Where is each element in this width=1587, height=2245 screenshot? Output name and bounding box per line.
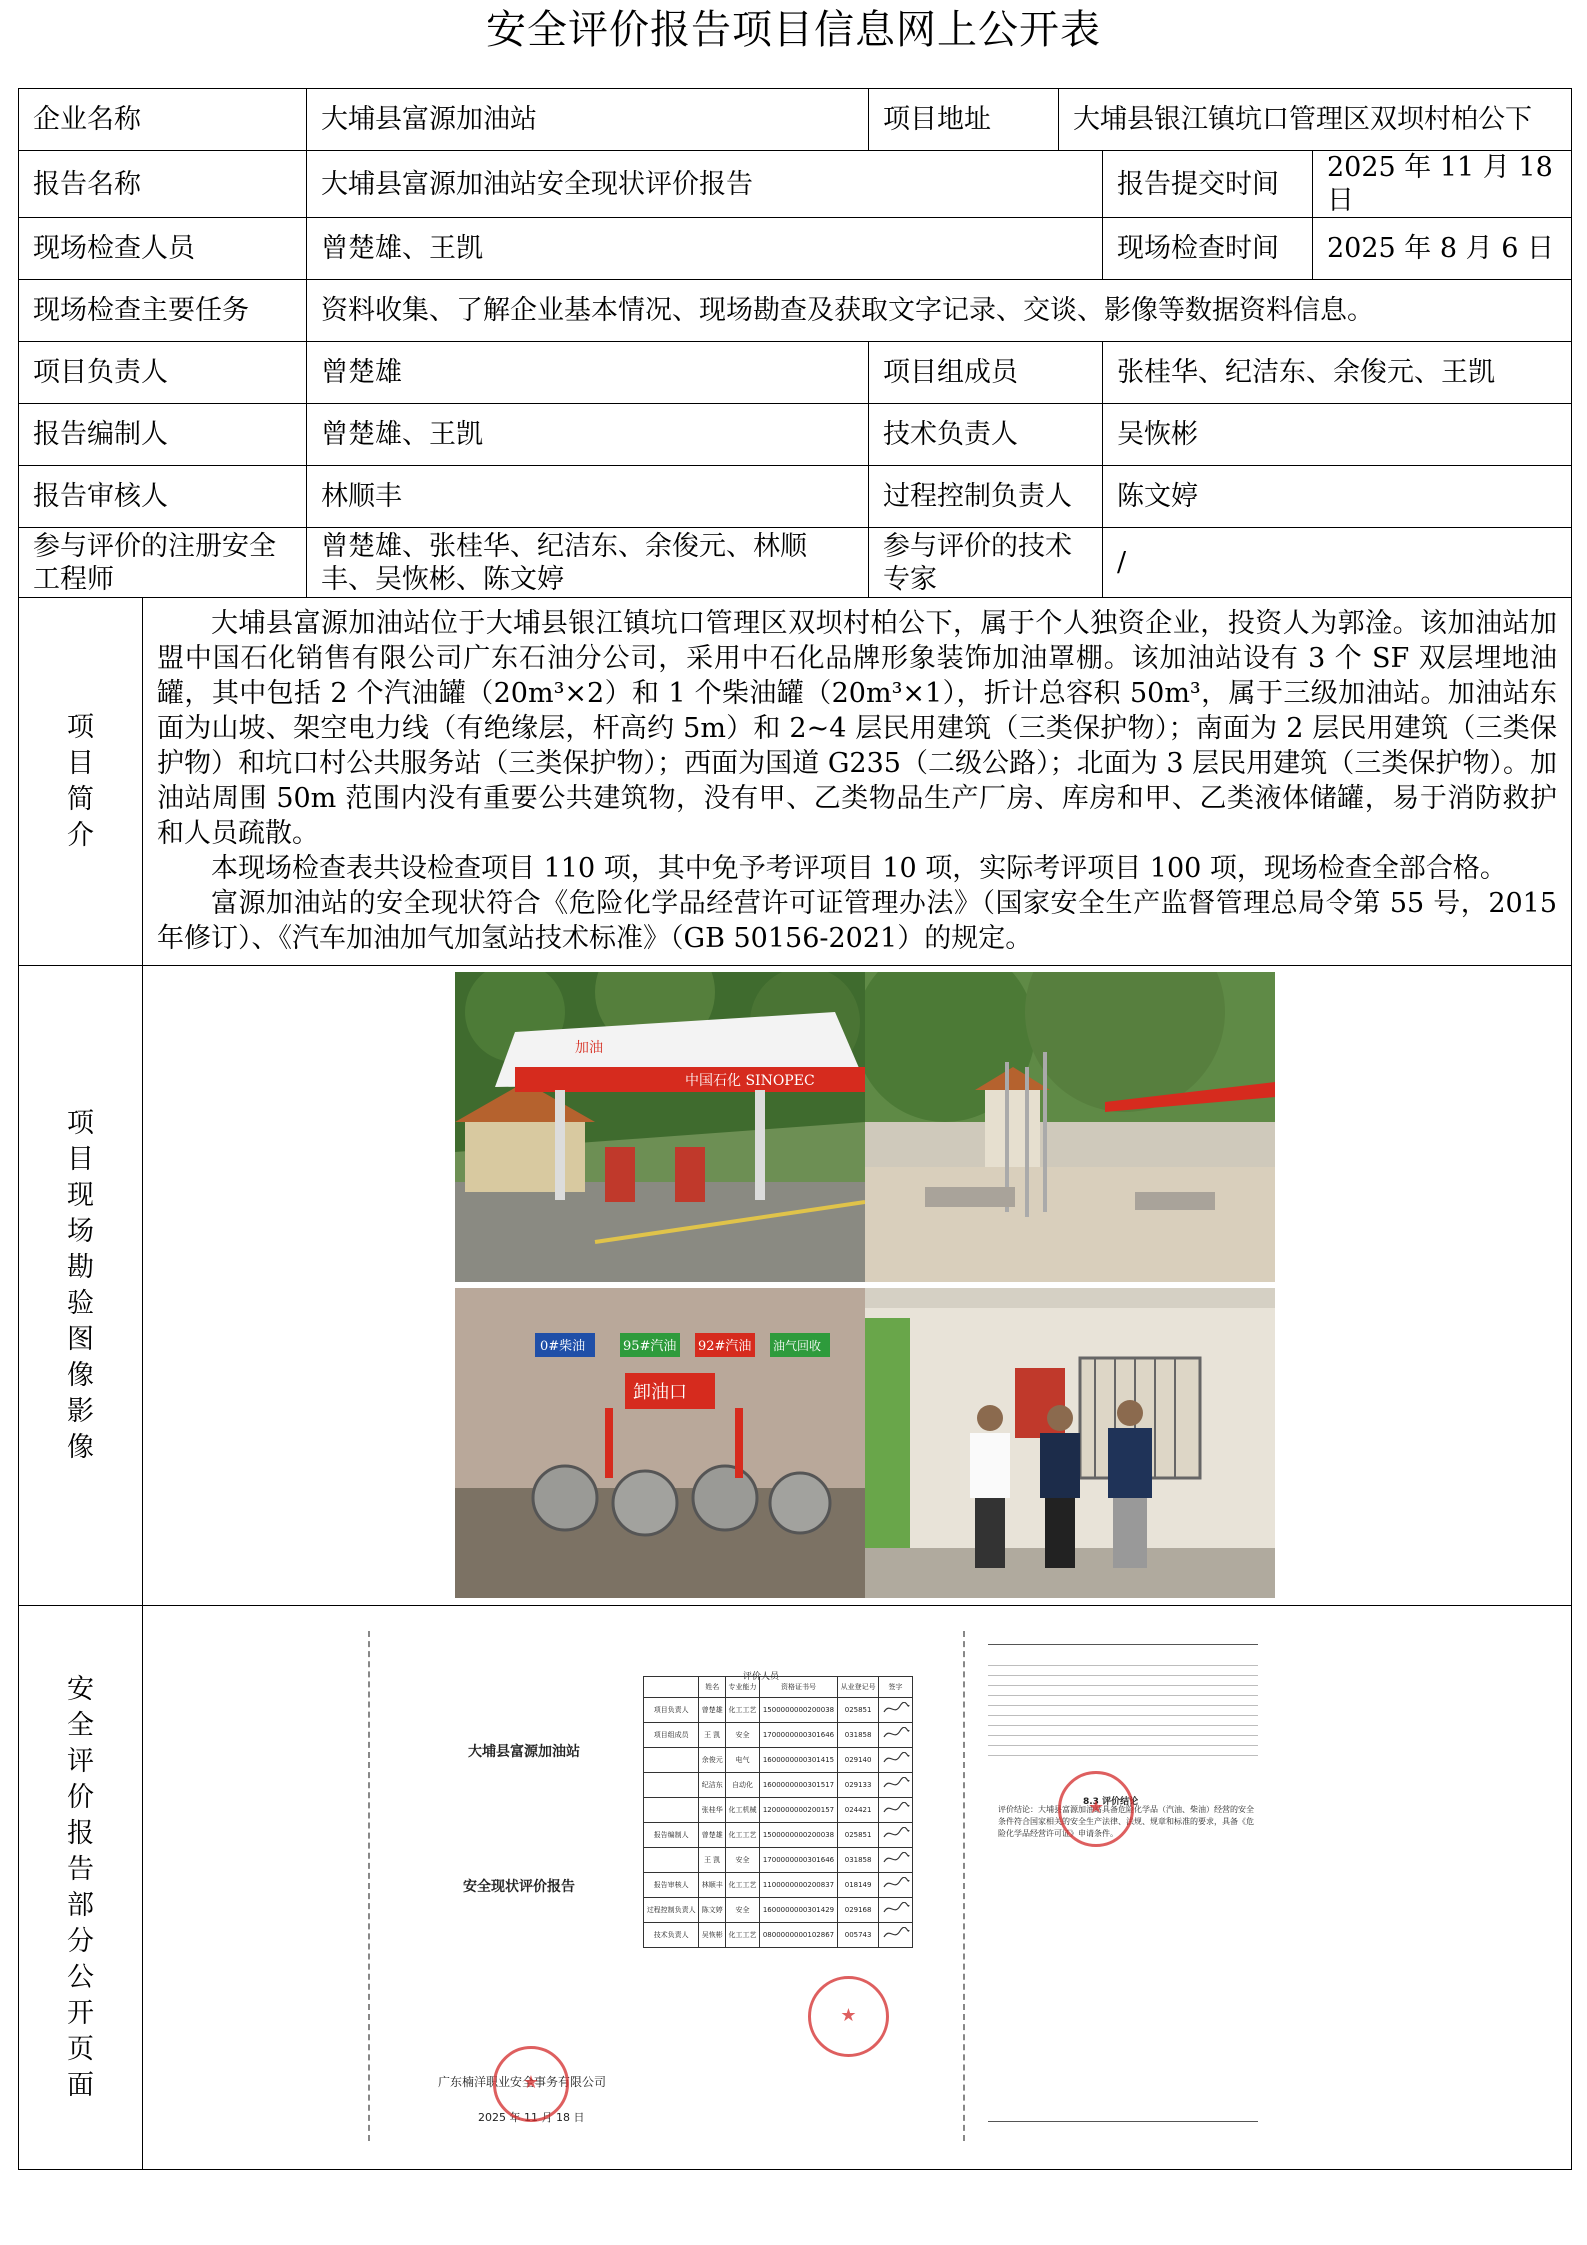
table-cell: 曾楚雄 <box>699 1698 726 1723</box>
signature-cell <box>879 1748 913 1773</box>
intro-paragraph-1: 大埔县富源加油站位于大埔县银江镇坑口管理区双坝村柏公下，属于个人独资企业，投资人为郭淦。该加油站加盟中国石化销售有限公司广东石油分公司，采用中石化品牌形象装饰加油罩棚。该加油站设有 3 个 SF 双层埋地油罐，其中包括 2 个汽油罐（20m³×2）和 1 个柴油罐（20m³×1），折计总容积 50m³，属于三级加油站。加油站东面为山坡、架空电力线（有绝缘层，杆高约 5m）和 2~4 层民用建筑（三类保护物）；南面为 2 层民用建筑（三类保护物）和坑口村公共服务站（三类保护物）；西面为国道 G235（二级公路）；北面为 3 层民用建筑（三类保护物）。加油站周围 50m 范围内没有重要公共建筑物，没有甲、乙类物品生产厂房、库房和甲、乙类液体储罐，易于消防救护和人员疏散。 <box>157 608 1558 849</box>
table-row <box>644 1723 913 1748</box>
signature-icon <box>882 1902 910 1916</box>
tech-label: 技术负责人 <box>869 404 1103 466</box>
report-label-cell <box>19 1606 143 2170</box>
company-seal-icon <box>808 1976 889 2057</box>
table-row <box>19 218 1572 280</box>
table-cell: 029168 <box>838 1898 879 1923</box>
signature-icon <box>882 1752 910 1766</box>
report-personnel-page <box>633 1626 933 2146</box>
signature-icon <box>882 1727 910 1741</box>
table-cell: 1600000000301415 <box>759 1748 837 1773</box>
members-value: 张桂华、纪洁东、余俊元、王凯 <box>1103 342 1572 404</box>
table-row <box>19 404 1572 466</box>
table-row <box>644 1698 913 1723</box>
table-cell: 1200000000200157 <box>759 1798 837 1823</box>
signature-icon <box>882 1827 910 1841</box>
table-cell: 王 凯 <box>699 1848 726 1873</box>
intro-paragraph-2: 本现场检查表共设检查项目 110 项，其中免予考评项目 10 项，实际考评项目 100 项，现场检查全部合格。 <box>211 853 1507 884</box>
signature-cell <box>879 1898 913 1923</box>
personnel-table <box>643 1676 913 1948</box>
table-cell: 化工工艺 <box>726 1823 760 1848</box>
table-cell: 报告编制人 <box>644 1823 699 1848</box>
footer-rule <box>988 2121 1258 2122</box>
signature-icon <box>882 1802 910 1816</box>
tech-value: 吴恢彬 <box>1103 404 1572 466</box>
editor-value: 曾楚雄、王凯 <box>307 404 869 466</box>
signature-cell <box>879 1823 913 1848</box>
experts-label: 参与评价的技术专家 <box>869 528 1103 598</box>
table-cell: 1700000000301646 <box>759 1848 837 1873</box>
signature-icon <box>882 1702 910 1716</box>
table-cell: 化工工艺 <box>726 1873 760 1898</box>
sign-unload: 卸油口 <box>633 1382 687 1403</box>
table-cell: 安全 <box>726 1898 760 1923</box>
photo-inspectors <box>865 1288 1275 1598</box>
table-cell <box>644 1748 699 1773</box>
table-cell: 1600000000301429 <box>759 1898 837 1923</box>
table-header-cell: 专业能力 <box>726 1677 760 1698</box>
photos-cell <box>143 966 1572 1606</box>
table-cell <box>644 1773 699 1798</box>
engineers-label: 参与评价的注册安全工程师 <box>19 528 307 598</box>
sign-vapor: 油气回收 <box>773 1339 822 1353</box>
intro-text <box>143 598 1572 966</box>
personnel-table-title: 评价人员 <box>743 1672 780 1682</box>
table-cell: 余俊元 <box>699 1748 726 1773</box>
signature-cell <box>879 1723 913 1748</box>
report-pages <box>143 1606 1571 2169</box>
sign-92: 92#汽油 <box>698 1339 752 1354</box>
table-cell: 自动化 <box>726 1773 760 1798</box>
binding-line <box>368 1631 370 2141</box>
table-cell: 项目负责人 <box>644 1698 699 1723</box>
submit-value: 2025 年 11 月 18 日 <box>1313 151 1572 218</box>
company-label: 企业名称 <box>19 89 307 151</box>
table-cell: 曾楚雄 <box>699 1823 726 1848</box>
photo-tank-area <box>865 972 1275 1282</box>
table-cell: 安全 <box>726 1848 760 1873</box>
signature-icon <box>882 1852 910 1866</box>
table-row <box>644 1923 913 1948</box>
table-cell: 018149 <box>838 1873 879 1898</box>
members-label: 项目组成员 <box>869 342 1103 404</box>
table-row <box>644 1798 913 1823</box>
engineers-value: 曾楚雄、张桂华、纪洁东、余俊元、林顺丰、吴恢彬、陈文婷 <box>307 528 869 598</box>
table-cell: 张桂华 <box>699 1798 726 1823</box>
conclusion-heading: 8.3 评价结论 <box>1083 1797 1139 1807</box>
binding-line <box>963 1631 965 2141</box>
table-cell: 陈文婷 <box>699 1898 726 1923</box>
inspectors-label: 现场检查人员 <box>19 218 307 280</box>
signature-icon <box>882 1877 910 1891</box>
personnel-table-body <box>644 1677 913 1948</box>
table-header-cell <box>644 1677 699 1698</box>
table-cell: 电气 <box>726 1748 760 1773</box>
process-label: 过程控制负责人 <box>869 466 1103 528</box>
table-row <box>19 89 1572 151</box>
body-text-lines <box>988 1656 1258 1756</box>
intro-label-cell <box>19 598 143 966</box>
photo-grid <box>143 966 1571 1605</box>
table-cell: 纪洁东 <box>699 1773 726 1798</box>
table-cell: 025851 <box>838 1823 879 1848</box>
table-cell: 031858 <box>838 1848 879 1873</box>
canopy-text-1: 中国石化 SINOPEC <box>685 1073 815 1089</box>
table-cell: 过程控制负责人 <box>644 1898 699 1923</box>
signature-cell <box>879 1773 913 1798</box>
conclusion-text: 评价结论：大埔县富源加油站具备危险化学品（汽油、柴油）经营的安全条件符合国家相关的安全生产法律、法规、规章和标准的要求，具备《危险化学品经营许可证》申请条件。 <box>998 1805 1254 1838</box>
table-cell: 029140 <box>838 1748 879 1773</box>
cover-subtitle: 安全现状评价报告 <box>463 1879 575 1895</box>
table-cell: 项目组成员 <box>644 1723 699 1748</box>
report-value: 大埔县富源加油站安全现状评价报告 <box>307 151 1103 218</box>
intro-label: 项目简介 <box>67 711 94 851</box>
table-cell: 安全 <box>726 1723 760 1748</box>
table-cell: 1500000000200038 <box>759 1698 837 1723</box>
signature-cell <box>879 1848 913 1873</box>
table-row <box>644 1873 913 1898</box>
header-rule <box>988 1644 1258 1645</box>
table-cell <box>644 1798 699 1823</box>
table-cell: 1700000000301646 <box>759 1723 837 1748</box>
table-cell: 王 凯 <box>699 1723 726 1748</box>
table-cell: 1600000000301517 <box>759 1773 837 1798</box>
table-row <box>19 342 1572 404</box>
signature-cell <box>879 1923 913 1948</box>
report-label: 报告名称 <box>19 151 307 218</box>
inspect-time-value: 2025 年 8 月 6 日 <box>1313 218 1572 280</box>
leader-value: 曾楚雄 <box>307 342 869 404</box>
signature-icon <box>882 1927 910 1941</box>
table-cell: 技术负责人 <box>644 1923 699 1948</box>
table-row <box>644 1748 913 1773</box>
sign-95: 95#汽油 <box>623 1339 677 1354</box>
table-cell: 林顺丰 <box>699 1873 726 1898</box>
table-row <box>19 466 1572 528</box>
table-cell: 1500000000200038 <box>759 1823 837 1848</box>
submit-label: 报告提交时间 <box>1103 151 1313 218</box>
reviewer-label: 报告审核人 <box>19 466 307 528</box>
table-cell: 031858 <box>838 1723 879 1748</box>
table-header-cell: 资格证书号 <box>759 1677 837 1698</box>
table-cell: 025851 <box>838 1698 879 1723</box>
intro-row <box>19 598 1572 966</box>
cover-org: 广东楠洋职业安全事务有限公司 <box>438 2075 607 2089</box>
table-cell: 029133 <box>838 1773 879 1798</box>
table-header-row <box>644 1677 913 1698</box>
table-row <box>644 1898 913 1923</box>
table-cell: 化工工艺 <box>726 1698 760 1723</box>
table-cell: 005743 <box>838 1923 879 1948</box>
table-cell: 024421 <box>838 1798 879 1823</box>
company-seal-icon <box>493 2046 569 2122</box>
report-conclusion-page <box>963 1626 1273 2146</box>
table-cell: 化工工艺 <box>726 1923 760 1948</box>
address-value: 大埔县银江镇坑口管理区双坝村柏公下 <box>1059 89 1572 151</box>
company-seal-icon <box>1058 1771 1134 1847</box>
signature-cell <box>879 1873 913 1898</box>
inspectors-value: 曾楚雄、王凯 <box>307 218 1103 280</box>
inspect-time-label: 现场检查时间 <box>1103 218 1313 280</box>
photos-label-cell <box>19 966 143 1606</box>
table-header-cell: 签字 <box>879 1677 913 1698</box>
table-header-cell: 从业登记号 <box>838 1677 879 1698</box>
cover-title: 大埔县富源加油站 <box>468 1744 580 1760</box>
table-cell: 1100000000200837 <box>759 1873 837 1898</box>
task-label: 现场检查主要任务 <box>19 280 307 342</box>
task-value: 资料收集、了解企业基本情况、现场勘查及获取文字记录、交谈、影像等数据资料信息。 <box>307 280 1572 342</box>
cover-date: 2025 年 11 月 18 日 <box>478 2111 585 2124</box>
intro-paragraph-3: 富源加油站的安全现状符合《危险化学品经营许可证管理办法》（国家安全生产监督管理总局令第 55 号，2015 年修订）、《汽车加油加气加氢站技术标准》（GB 50156-2021）的规定。 <box>157 888 1558 954</box>
reviewer-value: 林顺丰 <box>307 466 869 528</box>
sign-diesel: 0#柴油 <box>540 1339 586 1354</box>
info-table <box>18 88 1572 2170</box>
table-cell: 化工机械 <box>726 1798 760 1823</box>
leader-label: 项目负责人 <box>19 342 307 404</box>
photo-canopy <box>455 972 865 1282</box>
table-row <box>644 1823 913 1848</box>
page-title: 安全评价报告项目信息网上公开表 <box>486 7 1101 53</box>
table-row <box>644 1848 913 1873</box>
editor-label: 报告编制人 <box>19 404 307 466</box>
report-pages-cell <box>143 1606 1572 2170</box>
photos-label: 项目现场勘验图像影像 <box>67 1107 94 1463</box>
experts-value: / <box>1103 528 1572 598</box>
table-row <box>19 280 1572 342</box>
table-row <box>19 528 1572 598</box>
table-cell: 吴恢彬 <box>699 1923 726 1948</box>
table-cell: 报告审核人 <box>644 1873 699 1898</box>
photos-row <box>19 966 1572 1606</box>
report-pages-label: 安全评价报告部分公开页面 <box>67 1673 94 2101</box>
table-cell <box>644 1848 699 1873</box>
signature-cell <box>879 1798 913 1823</box>
report-row <box>19 1606 1572 2170</box>
table-row <box>19 151 1572 218</box>
table-cell: 0800000000102867 <box>759 1923 837 1948</box>
table-row <box>644 1773 913 1798</box>
photo-unloading-ports <box>455 1288 865 1598</box>
company-value: 大埔县富源加油站 <box>307 89 869 151</box>
address-label: 项目地址 <box>869 89 1059 151</box>
signature-cell <box>879 1698 913 1723</box>
signature-icon <box>882 1777 910 1791</box>
table-header-cell: 姓名 <box>699 1677 726 1698</box>
process-value: 陈文婷 <box>1103 466 1572 528</box>
canopy-text-2: 加油 <box>575 1040 603 1056</box>
